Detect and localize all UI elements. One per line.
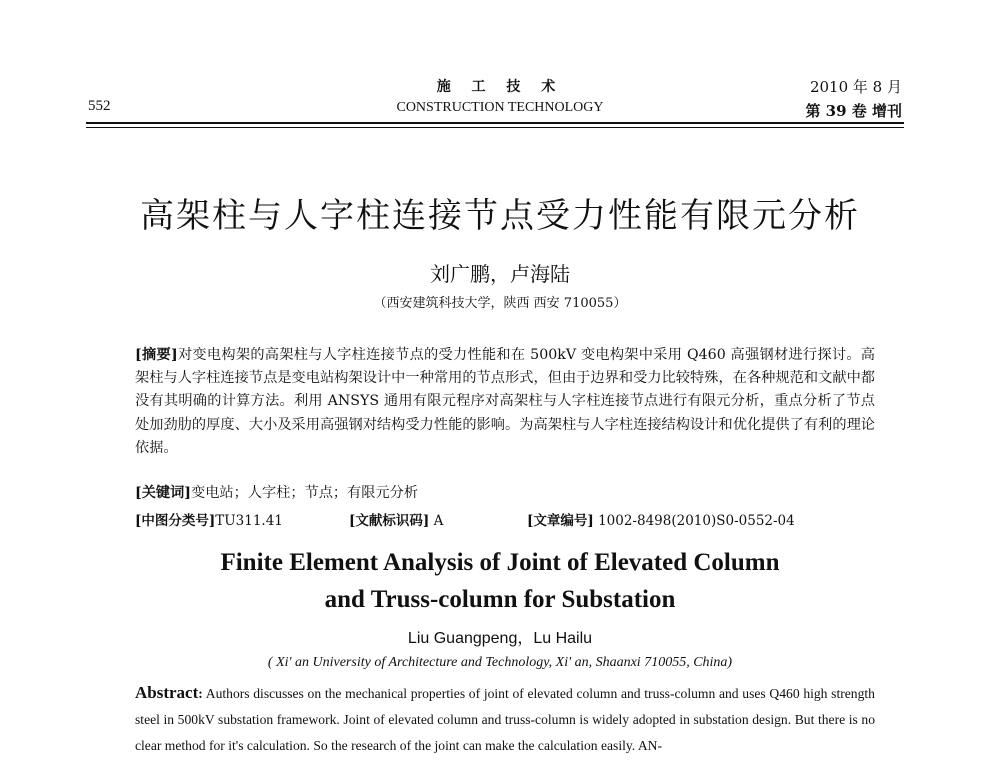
affiliation-cn: （西安建筑科技大学，陕西 西安 710055） [373,296,627,311]
abstract-cn-text: 对变电构架的高架柱与人字柱连接节点的受力性能和在 500kV 变电构架中采用 Q460 高强钢材进行探讨。高架柱与人字柱连接节点是变电站构架设计中一种常用的节点形式，但由于边界和受力比较特殊，在各种规范和文献中都没有其明确的计算方法。利用 ANSYS 通用有限元程序对高架柱与人字柱连接节点进行有限元分析，重点分析了节点处加劲肋的厚度、大小及采用高强钢对结构受力性能的影响。为高架柱与人字柱连接结构设计和优化提供了有利的理论依据。 [135,347,875,456]
keywords-cn [135,482,875,502]
document-code [349,509,443,529]
document-code-value: A [433,513,444,529]
clc-label: [中图分类号] [135,513,216,529]
journal-name-cn: 施 工 技 术 [436,79,564,95]
clc-value: TU311.41 [215,513,283,529]
abstract-en: Abstract: Authors discusses on the mechanical properties of joint of elevated column and truss-column and uses Q460 high strength steel in 500kV substation framework. Joint of elevated column and truss-column is widely adopted in substation design. But there is no clear method for it's calculation. So the research of the joint can make the calculation easily. AN- [135,683,875,753]
paper-title-en-line2: and Truss-column for Substation [324,586,676,613]
article-number-value: 1002-8498(2010)S0-0552-04 [598,513,795,529]
issue-volume: 第 39 卷 增刊 [805,102,902,120]
keywords-cn-label: [关键词] [135,485,191,501]
article-number-label: [文章编号] [527,513,594,529]
journal-name-en: CONSTRUCTION TECHNOLOGY [396,100,604,115]
paper-title-en [0,544,1000,618]
paper-title-en-line1: Finite Element Analysis of Joint of Elevated Column [220,549,780,576]
document-code-label: [文献标识码] [349,513,430,529]
paper-title-cn: 高架柱与人字柱连接节点受力性能有限元分析 [140,196,860,236]
article-number [527,509,795,529]
authors-en: Liu Guangpeng，Lu Hailu [407,630,593,647]
affiliation-en: ( Xi' an University of Architecture and Technology, Xi' an, Shaanxi 710055, China) [267,655,733,670]
abstract-cn [135,344,875,460]
issue-date: 2010 年 8 月 [809,78,902,96]
authors-cn: 刘广鹏，卢海陆 [430,262,570,286]
keywords-cn-text: 变电站；人字柱；节点；有限元分析 [191,485,419,501]
header-rule-thick [86,122,904,124]
header-rule-thin [86,127,904,128]
clc-number [135,509,283,529]
abstract-en-text: Authors discusses on the mechanical properties of joint of elevated column and truss-column and uses Q460 high strength steel in 500kV substation framework. Joint of elevated column and truss-column is widely adopted in substation design. But there is no clear method for it's calculation. So the research of the joint can make the calculation easily. AN- [135,686,875,753]
abstract-en-label: Abstract [135,683,199,702]
abstract-cn-label: [摘要] [135,347,178,363]
page-number: 552 [88,98,111,114]
